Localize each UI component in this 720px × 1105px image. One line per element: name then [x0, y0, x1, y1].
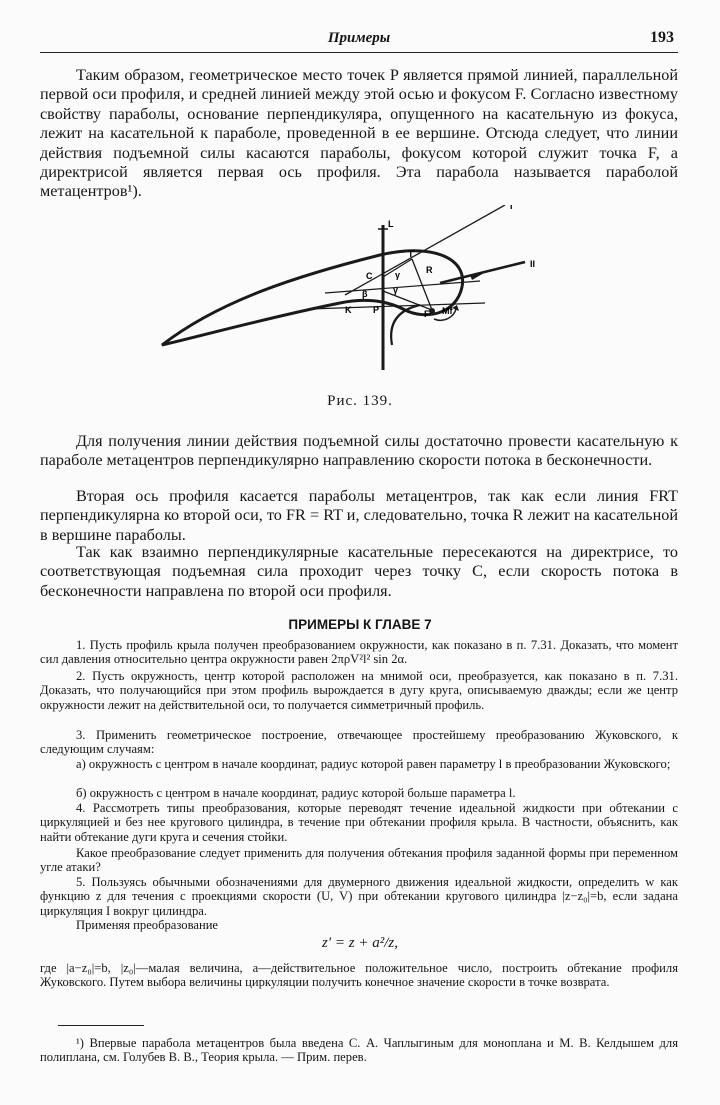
label-K: K	[345, 305, 352, 315]
airfoil-diagram	[150, 205, 570, 375]
label-gamma-1: γ	[395, 270, 401, 280]
formula-joukowski: z′ = z + a²/z,	[322, 935, 398, 951]
label-P: P	[373, 305, 380, 315]
footnote: ¹) Впервые парабола метацентров была введена С. А. Чаплыгиным для моноплана и М. В. Келдышем для полиплана, см. Голубев В. В., Теория крыла. — Прим. перев.	[40, 1036, 678, 1065]
footnote-rule	[58, 1025, 144, 1026]
paragraph-parabola-of-metacenters: Таким образом, геометрическое место точек P является прямой линией, параллельной первой оси профиля, и средней линией между этой осью и фокусом F. Согласно известному свойству параболы, основание перпендикуляра, опущенного на касательную из фокуса, лежит на касательной к параболе, проведенной в ее вершине. Отсюда следует, что линии действия подъемной силы касаются параболы, фокусом которой служит точка F, а директрисой является первая ось профиля. Эта парабола называется параболой метацентров¹).	[40, 66, 678, 201]
paragraph-directrix: Так как взаимно перпендикулярные касательные пересекаются на директрисе, то соответствующая подъемная сила проходит через точку C, если скорость потока в бесконечности направлена по второй оси профиля.	[40, 543, 678, 600]
label-beta: β	[362, 289, 368, 299]
exercise-5-continuation: где |a−z₀|=b, |z₀|—малая величина, a—действительное положительное число, построить обтекание профиля Жуковского. Путем выбора величины циркуляции получить конечное значение скорости в точке возврата.	[40, 961, 678, 990]
page-number: 193	[650, 29, 674, 46]
exercise-1: 1. Пусть профиль крыла получен преобразованием окружности, как показано в п. 7.31. Доказать, что момент сил давления относительно центра окружности равен 2πρV²l² sin 2α.	[40, 638, 678, 667]
exercise-3b: б) окружность с центром в начале координат, радиус которой больше параметра l.	[76, 786, 516, 800]
running-header	[40, 28, 678, 53]
paragraph-second-axis: Вторая ось профиля касается параболы метацентров, так как если линия FRT перпендикулярна ко второй оси, то FR = RT и, следовательно, точка R лежит на касательной в вершине параболы.	[40, 487, 678, 544]
label-F: F	[424, 309, 430, 319]
running-head: Примеры	[327, 30, 391, 46]
exercise-3a: а) окружность с центром в начале координат, радиус которой равен параметру l в преобразовании Жуковского;	[76, 757, 671, 771]
label-II: II	[530, 259, 536, 269]
exercise-5-transform-intro: Применяя преобразование	[76, 918, 219, 932]
exercise-2: 2. Пусть окружность, центр которой расположен на мнимой оси, преобразуется, как показано в п. 7.31. Доказать, что получающийся при этом профиль вырождается в дугу круга, описываемую дважды; если же центр окружности лежит на действительной оси, то получается симметричный профиль.	[40, 669, 678, 712]
chapter-7-examples-heading: ПРИМЕРЫ К ГЛАВЕ 7	[288, 617, 432, 632]
label-Mf: Mf	[442, 306, 453, 316]
label-gamma-2: γ	[393, 285, 399, 295]
label-C: C	[366, 271, 373, 281]
paragraph-lift-line: Для получения линии действия подъемной силы достаточно провести касательную к параболе метацентров перпендикулярно направлению скорости потока в бесконечности.	[40, 432, 678, 470]
line-CF	[383, 291, 432, 310]
exercise-4: 4. Рассмотреть типы преобразования, которые переводят течение идеальной жидкости при обтекании с циркуляцией и без нее кругового цилиндра, в течение при обтекании профиля крыла. В частности, объяснить, как найти обтекание дуги круга и сечения стойки.	[40, 801, 678, 844]
line-I	[345, 205, 505, 295]
parabola-of-metacenters	[391, 305, 420, 345]
line-through-C	[325, 281, 480, 293]
label-L: L	[388, 219, 394, 229]
exercise-3: 3. Применить геометрическое построение, отвечающее простейшему преобразованию Жуковского, к следующим случаям:	[40, 728, 678, 757]
label-I: I	[510, 205, 513, 211]
point-F	[429, 308, 435, 314]
label-R: R	[426, 265, 433, 275]
exercise-4-question: Какое преобразование следует применить для получения обтекания профиля заданной формы при переменном угле атаки?	[40, 846, 678, 875]
exercise-5: 5. Пользуясь обычными обозначениями для двумерного движения идеальной жидкости, определить w как функцию z для течения с проекциями скорости (U, V) при обтекании кругового цилиндра |z−z₀|=b, если задана циркуляция I вокруг цилиндра.	[40, 875, 678, 918]
airfoil-profile	[162, 251, 463, 345]
line-II	[440, 262, 525, 283]
figure-139	[150, 205, 570, 375]
label-T: T	[408, 249, 414, 259]
figure-caption: Рис. 139.	[327, 393, 393, 409]
